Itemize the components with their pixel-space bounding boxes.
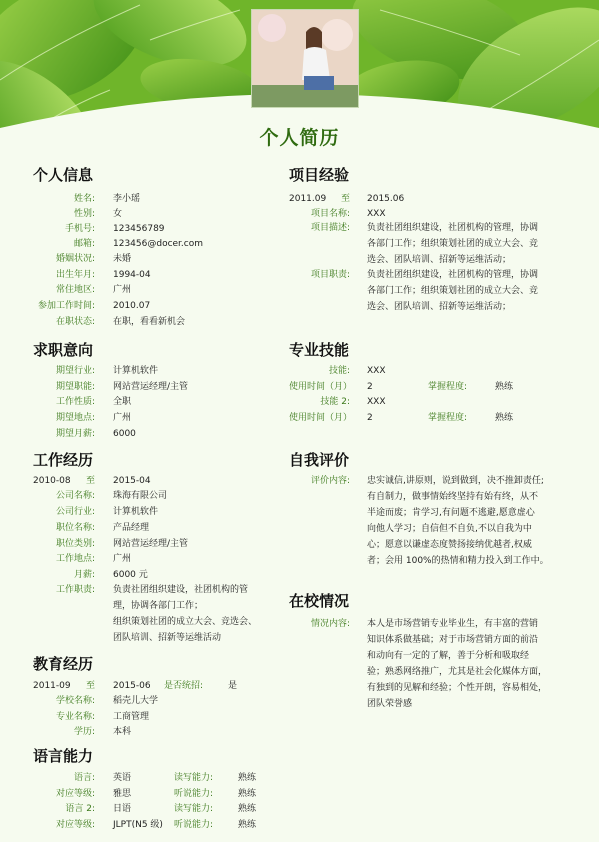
personal-info-heading: 个人信息 bbox=[33, 166, 94, 184]
self-evaluation-heading: 自我评价 bbox=[289, 451, 350, 469]
resume-title: 个人简历 bbox=[259, 127, 340, 149]
project-duty-text: 负责社团组织建设，社团机构的管理，协调 各部门工作；组织策划社团的成立大会、竞 选会、团队培训、招新等运维活动； bbox=[367, 270, 539, 312]
self-evaluation-text: 忠实诚信,讲原则，说到做到，决不推卸责任; 有自制力，做事情始终坚持有始有终，从不 半途而废；肯学习,有问题不逃避,愿意虚心 向他人学习；自信但不自负,不以自我为中 心；愿意以谦虚态度赞扬接纳优越者,权威 者；会用 100%的热情和精力投入到工作中。 bbox=[367, 476, 549, 566]
skills-heading: 专业技能 bbox=[289, 341, 350, 359]
work-duty-text: 负责社团组织建设，社团机构的管 理，协调各部门工作； 组织策划社团的成立大会、竞选会、 团队培训、招新等运维活动 bbox=[113, 585, 258, 643]
resume-page: 个人简历 个人信息 姓名: 李小瑶 性别: 女 手机号: 123456789 邮箱: 123456@docer.com 婚姻状况: 未婚 出生年月: 1994-04 常住地区: 广州 参加工作时间: 2010.07 在职状态: 在职，看看新机会 求职意向 期望行业: 计算机软件 期望职能: 网站营运经理/主管 工作性质: 全职 期望地点: 广州 期望月薪: 6000 工作经历 2010-08 至 2015-04 公司名称: 珠海有限公司 公司行业: 计算机软件 职位名称: 产品经理 职位类别: 网站营运经理/主管 工作地点: 广州 月薪: 6000 元 工作职责: 负责社团组织建设，社团机构的管 理，协调各部门工作； 组织策划社团的成立大会、竞选会、 团队培训、招新等运维活动 教育经历 2011-09 至 2015-06 是否统招: 是 学校名称: 稻壳儿大学 专业名称: 工商管理 学历: 本科 语言能力 语言: 英语 读写能力: 熟练 对应等级: 雅思 听说能力: 熟练 语言 2: 日语 读写能力: 熟练 对应等级: JLPT(N5 级) 听说能力: 熟练 项目经验 2011.09 至 2015.06 项目名称: XXX 项目描述: 负责社团组织建设，社团机构的管理，协调 各部门工作；组织策划社团的成立大会、竞 选会、团队培训、招新等运维活动； 项目职责: 负责社团组织建设，社团机构的管理，协调 各部门工作；组织策划社团的成立大会、竞 选会、团队培训、招新等运维活动； 专业技能 技能: XXX 使用时间（月） 2 掌握程度: 熟练 技能 2: XXX 使用时间（月） 2 掌握程度: 熟练 自我评价 评价内容: 忠实诚信,讲原则，说到做到，决不推卸责任; 有自制力，做事情始终坚持有始有终，从不 半途而废；肯学习,有问题不逃避,愿意虚心 向他人学习；自信但不自负,不以自我为中 心；愿意以谦虚态度赞扬接纳优越者,权威 者；会用 100%的热情和精力投入到工作中。 在校情况 情况内容: 本人是市场营销专业毕业生，有丰富的营销 知识体系做基础；对于市场营销方面的前沿 和动向有一定的了解，善于分析和吸取经 验；熟悉网络推广，尤其是社会化媒体方面， 有独到的见解和经验；个性开朗，容易相处， 团队荣誉感 bbox=[0, 0, 599, 842]
projects-heading: 项目经验 bbox=[289, 166, 350, 184]
job-intent-heading: 求职意向 bbox=[33, 341, 94, 359]
language-heading: 语言能力 bbox=[33, 747, 94, 765]
project-desc-text: 负责社团组织建设，社团机构的管理，协调 各部门工作；组织策划社团的成立大会、竞 选会、团队培训、招新等运维活动； bbox=[367, 223, 539, 265]
work-heading: 工作经历 bbox=[33, 451, 94, 469]
campus-heading: 在校情况 bbox=[289, 592, 350, 610]
campus-text: 本人是市场营销专业毕业生，有丰富的营销 知识体系做基础；对于市场营销方面的前沿 和动向有一定的了解，善于分析和吸取经 验；熟悉网络推广，尤其是社会化媒体方面， 有独到的见解和经验；个性开朗，容易相处， 团队荣誉感 bbox=[367, 619, 548, 709]
profile-photo bbox=[251, 9, 359, 108]
education-heading: 教育经历 bbox=[33, 655, 94, 673]
